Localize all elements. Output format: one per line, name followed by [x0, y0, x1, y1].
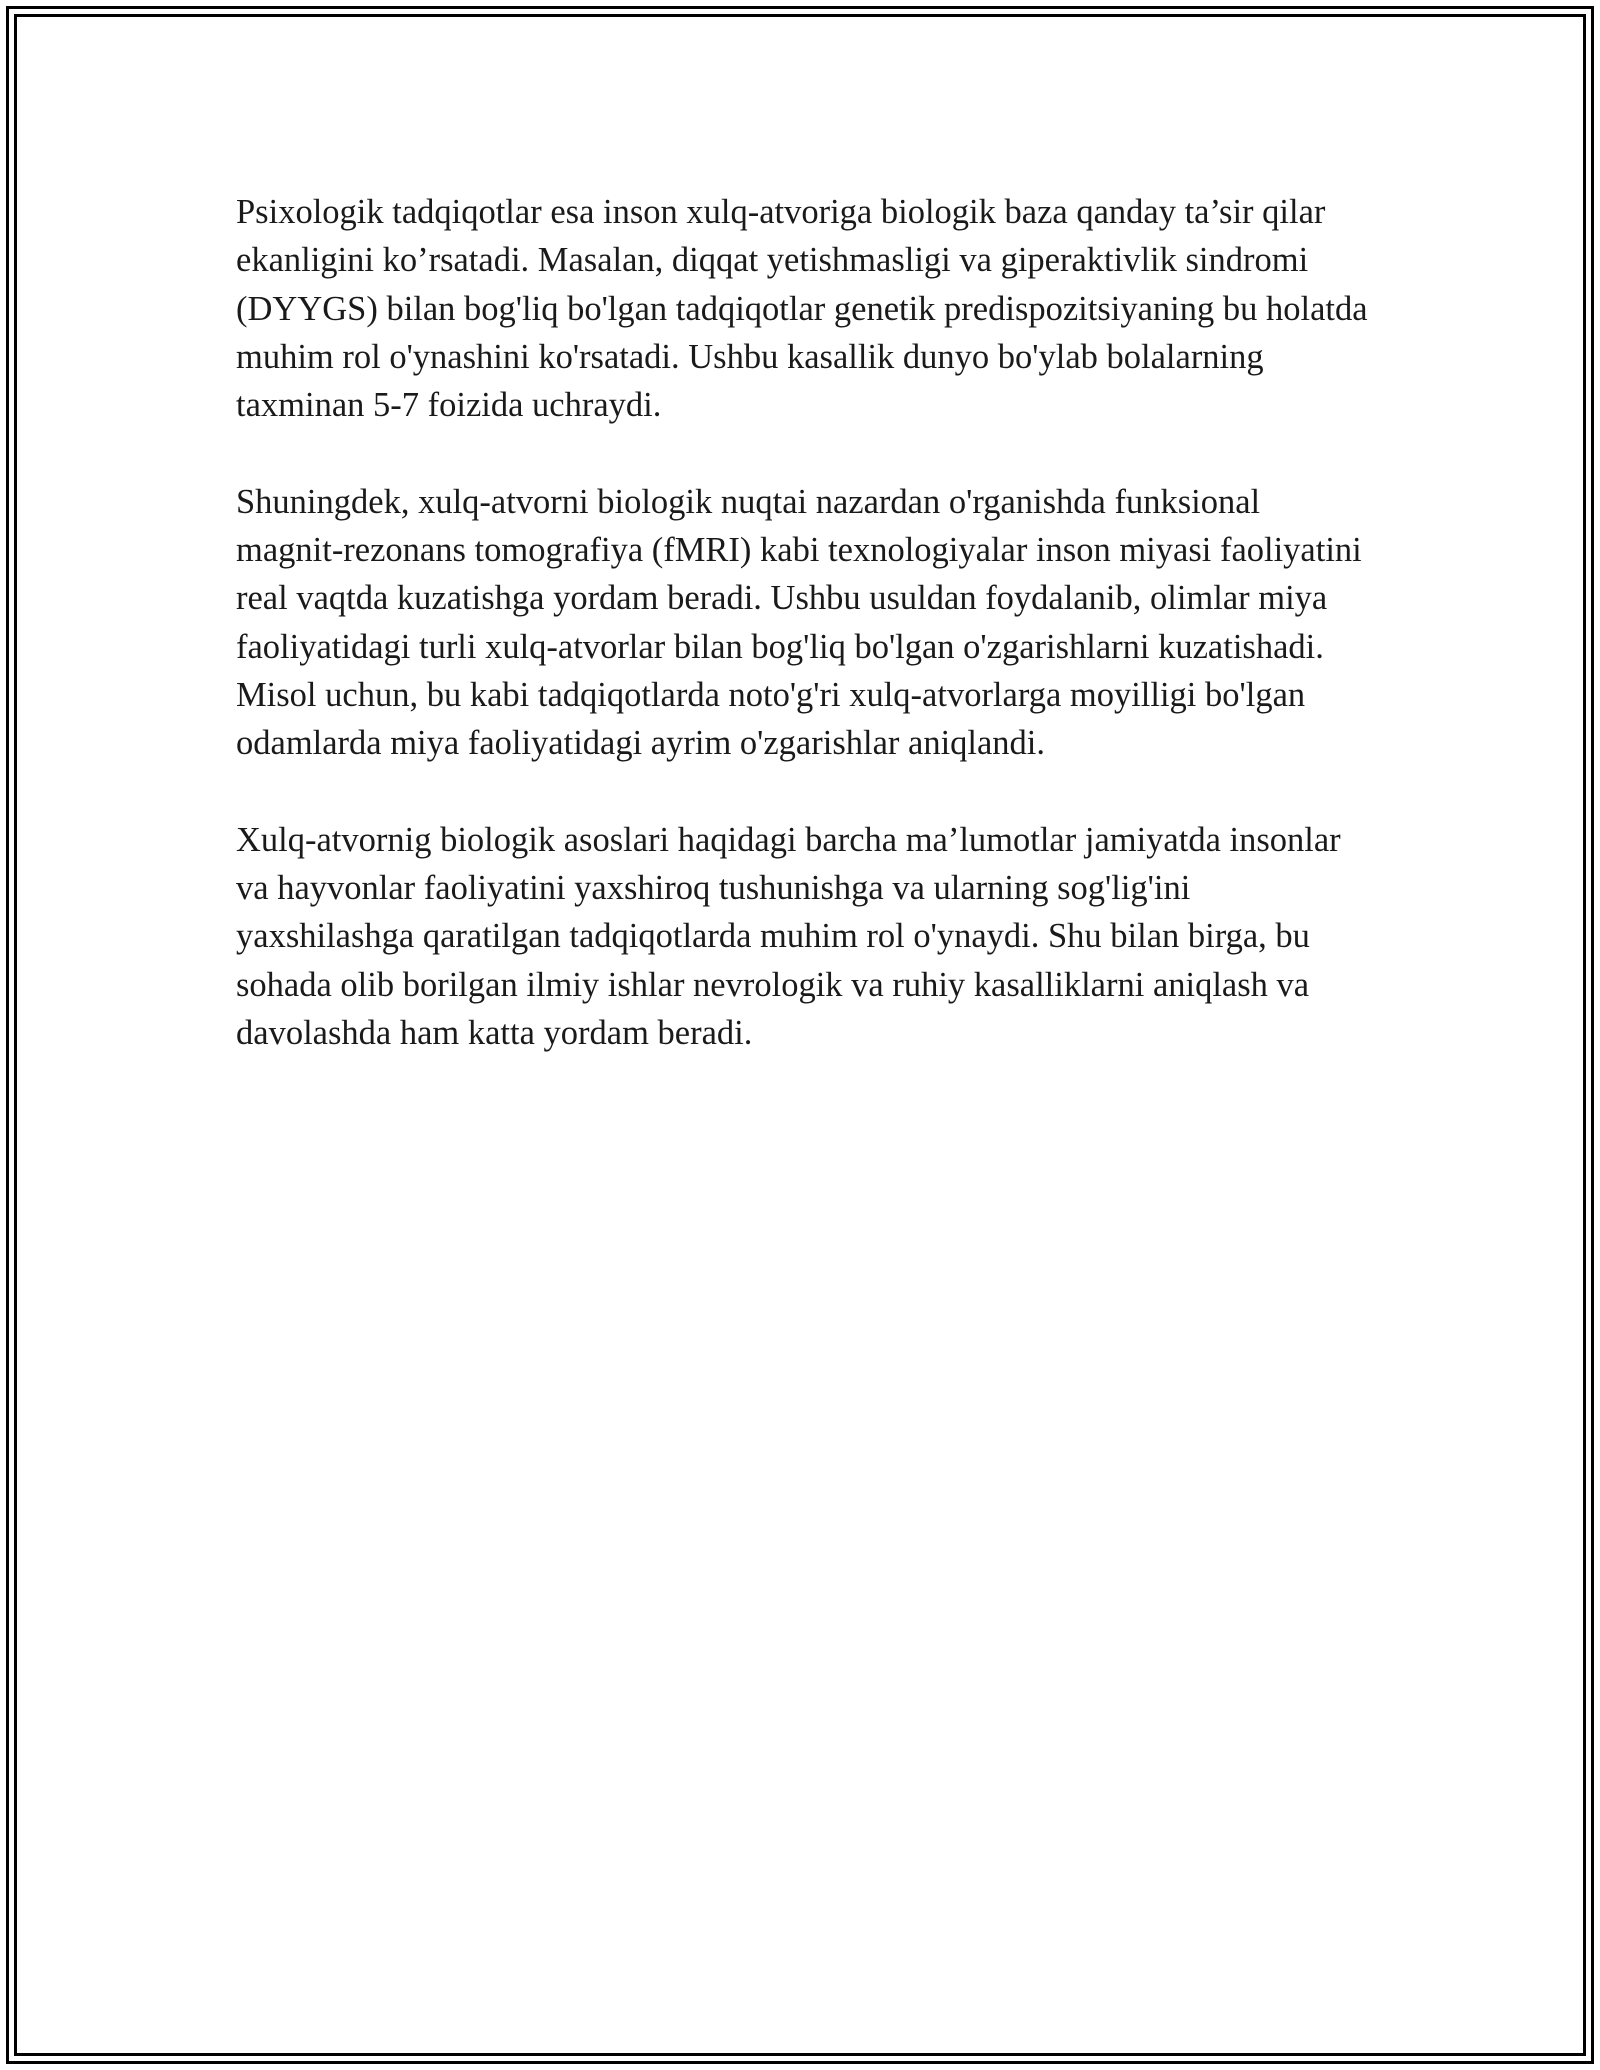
paragraph-2: Shuningdek, xulq-atvorni biologik nuqtai nazardan o'rganishda funksional magnit-rezonans tomografiya (fMRI) kabi texnologiyalar inson miyasi faoliyatini real vaqtda kuzatishga yordam beradi. Ushbu usuldan foydalanib, olimlar miya faoliyatidagi turli xulq-atvorlar bilan bog'liq bo'lgan o'zgarishlarni kuzatishadi. Misol uchun, bu kabi tadqiqotlarda noto'g'ri xulq-atvorlarga moyilligi bo'lgan odamlarda miya faoliyatidagi ayrim o'zgarishlar aniqlandi. [236, 482, 1362, 763]
paragraph-3: Xulq-atvornig biologik asoslari haqidagi barcha ma’lumotlar jamiyatda insonlar va hayvonlar faoliyatini yaxshiroq tushunishga va ularning sog'lig'ini yaxshilashga qaratilgan tadqiqotlarda muhim rol o'ynaydi. Shu bilan birga, bu sohada olib borilgan ilmiy ishlar nevrologik va ruhiy kasalliklarni aniqlash va davolashda ham katta yordam beradi. [236, 820, 1341, 1053]
paragraph-1: Psixologik tadqiqotlar esa inson xulq-atvoriga biologik baza qanday ta’sir qilar ekanligini ko’rsatadi. Masalan, diqqat yetishmasligi va giperaktivlik sindromi (DYYGS) bilan bog'liq bo'lgan tadqiqotlar genetik predispozitsiyaning bu holatda muhim rol o'ynashini ko'rsatadi. Ushbu kasallik dunyo bo'ylab bolalarning taxminan 5-7 foizida uchraydi. [236, 193, 1368, 425]
document-body [236, 188, 1376, 1106]
